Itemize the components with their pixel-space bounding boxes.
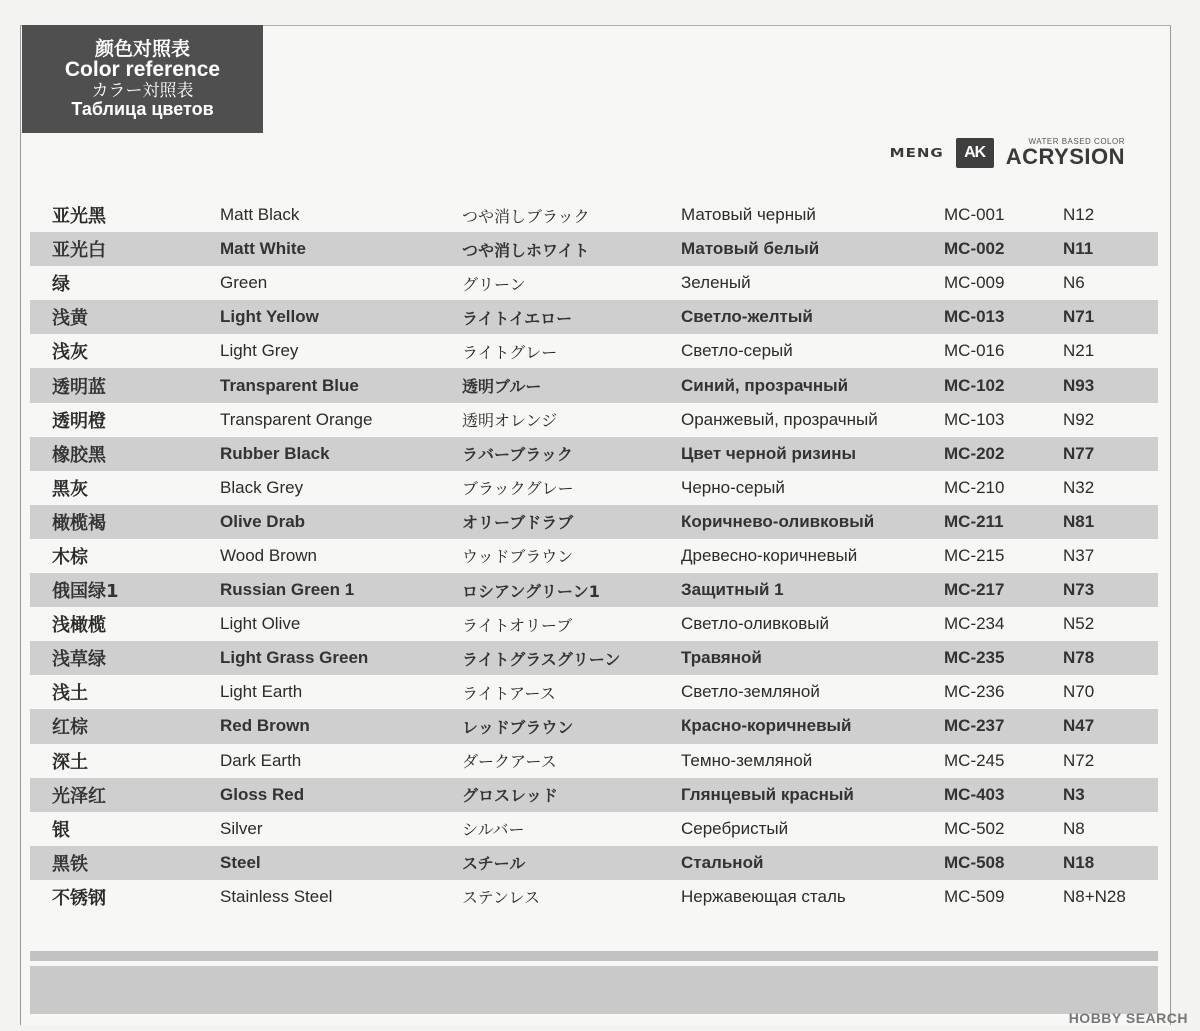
cell-ja: ライトイエロー — [462, 308, 573, 328]
table-row — [30, 846, 1158, 880]
cell-code: MC-211 — [944, 511, 1004, 531]
cell-zh: 黑铁 — [52, 853, 88, 875]
cell-ja: ブラックグレー — [462, 479, 574, 499]
table-row — [30, 334, 1158, 368]
acrysion-title: ACRYSION — [1005, 144, 1125, 169]
cell-code: MC-234 — [944, 614, 1005, 634]
brand-logos — [890, 138, 1125, 168]
cell-zh: 橡胶黑 — [52, 444, 106, 466]
cell-zh: 深土 — [52, 751, 88, 773]
cell-code: MC-237 — [944, 716, 1005, 736]
cell-zh: 浅草绿 — [52, 649, 106, 671]
cell-n: N71 — [1063, 307, 1095, 327]
cell-ru: Глянцевый красный — [681, 784, 854, 804]
cell-zh: 不锈钢 — [52, 887, 106, 909]
cell-code: MC-001 — [944, 205, 1005, 225]
cell-n: N12 — [1063, 205, 1095, 225]
cell-code: MC-202 — [944, 443, 1005, 463]
cell-ja: シルバー — [462, 820, 525, 840]
cell-n: N78 — [1063, 648, 1095, 668]
cell-ru: Синий, прозрачный — [681, 375, 849, 395]
title-zh: 颜色对照表 — [94, 37, 190, 60]
cell-ja: ライトオリーブ — [462, 615, 573, 635]
cell-n: N52 — [1063, 614, 1095, 634]
cell-zh: 透明蓝 — [52, 376, 106, 398]
cell-ru: Светло-земляной — [681, 682, 820, 702]
table-row — [30, 539, 1158, 573]
cell-en: Stainless Steel — [220, 886, 333, 906]
cell-ja: 透明ブルー — [462, 377, 542, 397]
title-ja: カラー対照表 — [91, 80, 194, 101]
cell-ja: ウッドブラウン — [462, 547, 574, 567]
cell-zh: 俄国绿1 — [52, 581, 119, 603]
cell-code: MC-236 — [944, 682, 1005, 702]
cell-ru: Стальной — [681, 852, 764, 872]
cell-zh: 亚光黑 — [52, 206, 106, 228]
cell-code: MC-016 — [944, 341, 1005, 361]
cell-en: Light Olive — [220, 614, 301, 634]
cell-ru: Оранжевый, прозрачный — [681, 409, 878, 429]
cell-ja: ライトグレー — [462, 342, 558, 362]
cell-n: N8 — [1063, 818, 1085, 838]
cell-zh: 浅橄榄 — [52, 615, 106, 637]
cell-en: Rubber Black — [220, 443, 330, 463]
cell-code: MC-013 — [944, 307, 1005, 327]
cell-zh: 黑灰 — [52, 478, 88, 500]
cell-n: N21 — [1063, 341, 1095, 361]
cell-n: N81 — [1063, 511, 1095, 531]
cell-ja: つや消しホワイト — [462, 240, 590, 260]
cell-en: Matt White — [220, 239, 306, 259]
table-row — [30, 471, 1158, 505]
cell-ru: Черно-серый — [681, 477, 785, 497]
table-row — [30, 709, 1158, 743]
cell-n: N70 — [1063, 682, 1095, 702]
cell-en: Light Grey — [220, 341, 299, 361]
cell-ru: Коричнево-оливковый — [681, 511, 875, 531]
cell-en: Black Grey — [220, 477, 304, 497]
cell-ru: Светло-желтый — [681, 307, 813, 327]
cell-n: N93 — [1063, 375, 1095, 395]
acrysion-logo — [1006, 138, 1125, 168]
table-row — [30, 744, 1158, 778]
cell-en: Olive Drab — [220, 511, 306, 531]
cell-n: N18 — [1063, 852, 1095, 872]
cell-zh: 绿 — [52, 274, 70, 296]
cell-en: Red Brown — [220, 716, 310, 736]
color-table — [30, 198, 1158, 914]
cell-zh: 亚光白 — [52, 240, 106, 262]
cell-zh: 木棕 — [52, 546, 88, 568]
table-row — [30, 266, 1158, 300]
cell-ru: Зеленый — [681, 273, 751, 293]
table-row — [30, 812, 1158, 846]
cell-n: N47 — [1063, 716, 1095, 736]
cell-en: Dark Earth — [220, 750, 302, 770]
table-row — [30, 505, 1158, 539]
cell-ja: ライトアース — [462, 683, 556, 703]
cell-n: N6 — [1063, 273, 1085, 293]
cell-ja: ライトグラスグリーン — [462, 649, 621, 669]
cell-code: MC-235 — [944, 648, 1005, 668]
footer-band — [30, 966, 1158, 1014]
cell-ja: ロシアングリーン1 — [462, 581, 600, 601]
cell-ja: つや消しブラック — [462, 206, 590, 226]
cell-ja: ラバーブラック — [462, 445, 573, 465]
cell-en: Green — [220, 273, 268, 293]
cell-ja: スチール — [462, 854, 526, 874]
cell-en: Transparent Blue — [220, 375, 359, 395]
cell-ru: Красно-коричневый — [681, 716, 852, 736]
cell-zh: 红棕 — [52, 717, 88, 739]
cell-ja: レッドブラウン — [462, 717, 574, 737]
cell-en: Silver — [220, 818, 263, 838]
cell-code: MC-103 — [944, 409, 1005, 429]
cell-ru: Нержавеющая сталь — [681, 886, 846, 906]
cell-en: Russian Green 1 — [220, 580, 355, 600]
watermark: HOBBY SEARCH — [1068, 1010, 1188, 1026]
cell-n: N32 — [1063, 477, 1095, 497]
table-row — [30, 300, 1158, 334]
cell-ja: 透明オレンジ — [462, 411, 558, 431]
cell-code: MC-215 — [944, 545, 1005, 565]
table-row — [30, 198, 1158, 232]
cell-en: Wood Brown — [220, 545, 318, 565]
table-row — [30, 641, 1158, 675]
cell-ru: Матовый белый — [681, 239, 820, 259]
cell-ru: Серебристый — [681, 818, 789, 838]
table-row — [30, 573, 1158, 607]
cell-code: MC-002 — [944, 239, 1005, 259]
cell-ja: グロスレッド — [462, 786, 558, 806]
cell-n: N77 — [1063, 443, 1095, 463]
cell-en: Matt Black — [220, 205, 300, 225]
cell-zh: 银 — [52, 819, 70, 841]
cell-code: MC-502 — [944, 818, 1005, 838]
title-en: Color reference — [64, 58, 221, 82]
cell-en: Light Yellow — [220, 307, 319, 327]
table-row — [30, 437, 1158, 471]
cell-code: MC-509 — [944, 886, 1005, 906]
cell-zh: 透明橙 — [52, 410, 106, 432]
cell-n: N3 — [1063, 784, 1085, 804]
table-row — [30, 607, 1158, 641]
cell-code: MC-210 — [944, 477, 1005, 497]
cell-zh: 浅黄 — [52, 308, 88, 330]
cell-en: Transparent Orange — [220, 409, 373, 429]
cell-code: MC-217 — [944, 580, 1005, 600]
cell-ru: Светло-серый — [681, 341, 793, 361]
cell-en: Light Earth — [220, 682, 303, 702]
ak-logo: AK — [956, 138, 994, 168]
cell-ja: ステンレス — [462, 888, 541, 908]
cell-n: N11 — [1063, 239, 1094, 259]
cell-n: N37 — [1063, 545, 1095, 565]
cell-zh: 浅土 — [52, 683, 88, 705]
cell-code: MC-508 — [944, 852, 1005, 872]
cell-n: N73 — [1063, 580, 1095, 600]
cell-ru: Травяной — [681, 648, 762, 668]
cell-ja: ダークアース — [462, 752, 557, 772]
cell-en: Light Grass Green — [220, 648, 369, 668]
cell-code: MC-245 — [944, 750, 1005, 770]
cell-ru: Древесно-коричневый — [681, 545, 858, 565]
acrysion-subtitle: WATER BASED COLOR — [1028, 137, 1125, 146]
cell-ja: オリーブドラブ — [462, 513, 574, 533]
cell-ru: Светло-оливковый — [681, 614, 830, 634]
cell-zh: 浅灰 — [52, 342, 88, 364]
table-row — [30, 778, 1158, 812]
cell-ru: Темно-земляной — [681, 750, 813, 770]
table-row — [30, 232, 1158, 266]
cell-zh: 光泽红 — [52, 785, 106, 807]
cell-code: MC-102 — [944, 375, 1005, 395]
cell-n: N92 — [1063, 409, 1095, 429]
table-row — [30, 880, 1158, 914]
meng-logo: MENG — [889, 145, 944, 161]
cell-n: N8+N28 — [1063, 886, 1126, 906]
table-row — [30, 368, 1158, 402]
cell-ru: Цвет черной ризины — [681, 443, 856, 463]
cell-ru: Матовый черный — [681, 205, 816, 225]
footer-divider — [30, 951, 1158, 961]
title-ru: Таблица цветов — [71, 99, 214, 120]
title-block — [22, 25, 263, 133]
cell-ru: Защитный 1 — [681, 580, 784, 600]
cell-en: Steel — [220, 852, 261, 872]
cell-code: MC-403 — [944, 784, 1005, 804]
cell-zh: 橄榄褐 — [52, 512, 106, 534]
table-row — [30, 675, 1158, 709]
cell-code: MC-009 — [944, 273, 1005, 293]
cell-en: Gloss Red — [220, 784, 305, 804]
cell-n: N72 — [1063, 750, 1095, 770]
cell-ja: グリーン — [462, 274, 526, 294]
table-row — [30, 403, 1158, 437]
